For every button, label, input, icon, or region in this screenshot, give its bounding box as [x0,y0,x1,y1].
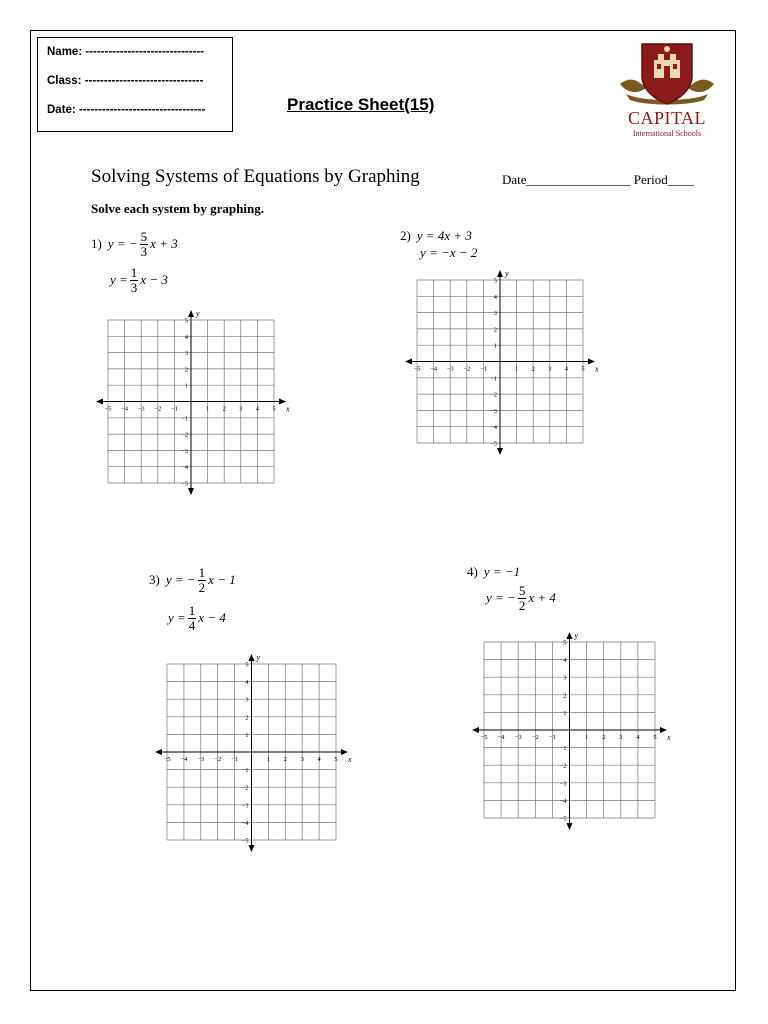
y-tick-label: 5 [184,317,188,325]
problem-number: 1) [91,236,102,252]
eq-rest: x − 1 [208,572,236,588]
class-field[interactable]: Class: ------------------------------- [47,75,204,87]
x-tick-label: −2 [214,756,222,763]
x-tick-label: 5 [334,756,338,763]
logo-wordmark: CAPITAL [627,108,707,128]
x-axis-label: x [348,755,352,764]
x-tick-label: 4 [636,734,640,741]
fraction: $\frac{1}{4}$ [188,603,196,633]
eq-text: y = −x − 2 [420,245,478,260]
x-tick-label: −3 [197,756,205,763]
y-tick-label: 2 [245,714,249,722]
y-tick-label: 3 [493,310,497,318]
eq-lhs: y = [168,610,186,626]
y-tick-label: −1 [181,415,188,423]
y-tick-label: 4 [184,333,188,341]
x-tick-label: −3 [514,734,522,741]
y-tick-label: 3 [184,350,188,358]
y-tick-label: 5 [493,277,497,285]
x-tick-label: −5 [480,734,488,741]
x-tick-label: 5 [581,365,585,373]
x-tick-label: −4 [497,734,505,741]
y-tick-label: 5 [563,639,567,647]
eq-lhs: y = − [107,236,138,252]
y-tick-label: −4 [181,464,188,472]
x-tick-label: −4 [430,365,438,373]
x-tick-label: 4 [317,756,321,763]
eq-rest: x − 3 [140,272,168,288]
fraction: $\frac{5}{3}$ [140,229,148,259]
y-tick-label: 2 [184,366,188,374]
x-tick-label: −5 [163,756,171,763]
y-tick-label: −2 [181,431,188,439]
problem-1-equation-1 [91,230,178,258]
x-tick-label: −4 [121,405,129,413]
y-tick-label: 1 [245,731,249,739]
y-tick-label: 3 [245,696,249,704]
x-tick-label: 2 [222,405,226,413]
y-tick-label: −3 [181,447,188,455]
y-tick-label: −2 [241,784,249,792]
y-tick-label: −4 [490,424,497,432]
crest-icon [612,36,722,108]
fraction: $\frac{5}{2}$ [518,583,526,613]
date-period-line: Date________________ Period____ [502,172,694,187]
x-tick-label: −4 [180,756,188,763]
x-tick-label: −3 [137,405,145,413]
y-tick-label: −5 [181,480,188,488]
name-field[interactable]: Name: ------------------------------- [47,46,205,58]
x-tick-label: 3 [548,365,552,373]
x-tick-label: −1 [479,365,487,373]
y-tick-label: 1 [563,709,567,717]
eq-text: y = 4x + 3 [416,228,472,243]
worksheet-title: Solving Systems of Equations by Graphing [91,166,420,187]
x-tick-label: 3 [300,756,304,763]
x-tick-label: −2 [463,365,471,373]
eq-rest: x + 4 [528,590,556,606]
y-tick-label: 2 [563,692,567,700]
eq-lhs: y = − [486,590,516,606]
problem-2-equation-1 [400,228,472,244]
x-axis-label: x [595,364,599,374]
y-tick-label: −3 [241,802,249,810]
student-info-box [37,37,233,132]
problem-number: 4) [467,564,478,579]
y-tick-label: 3 [563,674,567,682]
x-tick-label: −2 [531,734,539,741]
y-tick-label: −4 [559,797,567,805]
problem-2-equation-2 [420,245,477,261]
eq-lhs: y = [110,272,128,288]
x-tick-label: −2 [154,405,162,413]
y-tick-label: −2 [559,762,567,770]
fraction: $\frac{1}{2}$ [198,565,206,595]
sheet-title: Practice Sheet(15) [287,95,435,114]
y-tick-label: 4 [563,657,567,665]
eq-text: y = −1 [483,564,521,579]
y-axis-label: y [196,309,200,318]
x-tick-label: 5 [653,734,657,741]
logo-subtitle: International Schools [632,129,702,138]
instructions: Solve each system by graphing. [91,201,264,216]
y-axis-label: y [256,653,261,662]
x-tick-label: 2 [602,734,606,741]
x-tick-label: 3 [239,405,243,413]
y-tick-label: 4 [493,293,497,301]
y-tick-label: −5 [490,440,497,448]
x-tick-label: 4 [564,365,569,373]
eq-rest: x − 4 [198,610,226,626]
x-axis-label: x [667,733,671,742]
y-tick-label: −5 [241,837,249,845]
x-tick-label: 1 [514,365,519,373]
x-tick-label: −5 [104,405,112,413]
y-tick-label: −1 [241,767,249,775]
y-tick-label: −2 [490,391,497,399]
x-tick-label: 4 [255,405,260,413]
y-tick-label: −4 [241,819,249,827]
y-axis-label: y [505,269,509,278]
x-tick-label: 5 [272,405,276,413]
x-tick-label: 1 [266,756,271,763]
y-tick-label: 2 [493,326,497,334]
x-tick-label: −5 [413,365,421,373]
x-axis-label: x [286,404,290,414]
x-tick-label: 1 [584,734,589,741]
eq-rest: x + 3 [150,236,178,252]
eq-lhs: y = − [165,572,196,588]
problem-number: 3) [149,572,160,588]
problem-3-equation-1 [149,566,236,594]
problem-4-equation-2 [486,584,556,612]
problem-1-equation-2 [110,266,168,294]
problem-number: 2) [400,228,411,243]
y-tick-label: 1 [184,382,188,390]
problem-3-equation-2 [168,604,226,632]
y-tick-label: 5 [245,661,249,669]
y-tick-label: −3 [490,407,497,415]
x-tick-label: 1 [205,405,210,413]
x-tick-label: −1 [170,405,178,413]
y-tick-label: −1 [559,745,567,753]
fraction: $\frac{1}{3}$ [130,265,138,295]
date-field[interactable]: Date: --------------------------------- [47,104,206,116]
capital-logo [612,36,722,144]
problem-4-equation-1 [467,564,520,580]
x-tick-label: 2 [283,756,287,763]
y-tick-label: 1 [493,342,497,350]
y-tick-label: −3 [559,780,567,788]
x-tick-label: 3 [619,734,623,741]
y-axis-label: y [574,631,579,640]
x-tick-label: −3 [446,365,454,373]
x-tick-label: 2 [531,365,535,373]
x-tick-label: −1 [231,756,239,763]
y-tick-label: −1 [490,375,497,383]
y-tick-label: −5 [559,815,567,823]
y-tick-label: 4 [245,679,249,687]
x-tick-label: −1 [548,734,556,741]
